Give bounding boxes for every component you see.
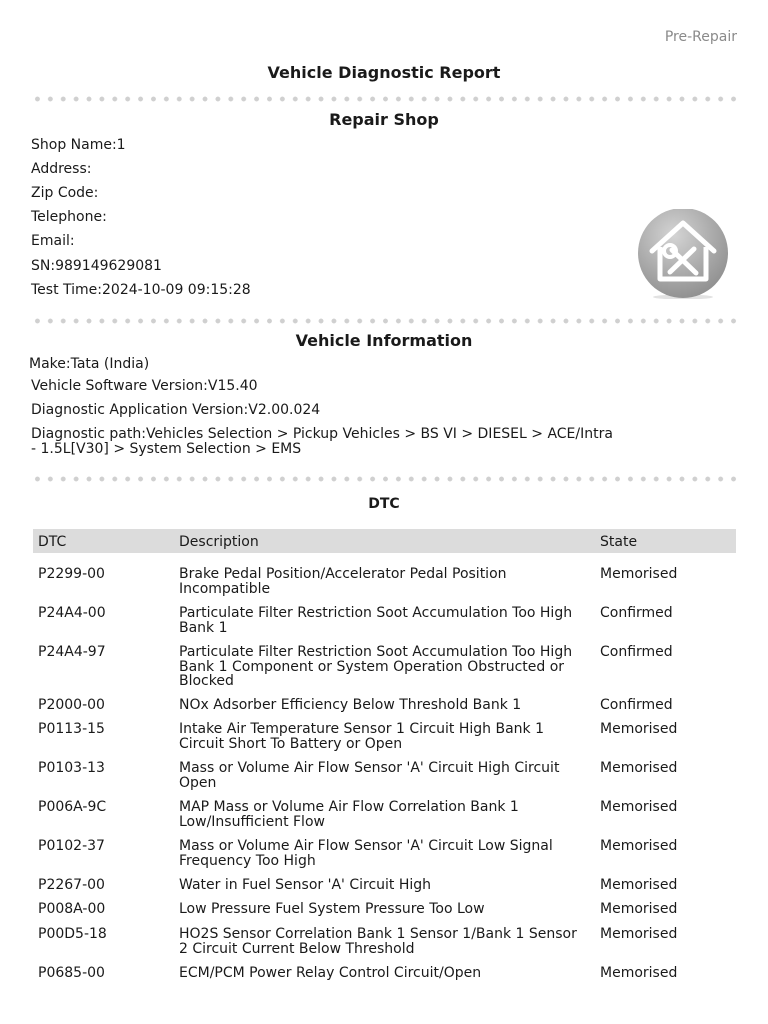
dtc-description: ECM/PCM Power Relay Control Circuit/Open — [179, 965, 482, 981]
dtc-description: MAP Mass or Volume Air Flow Correlation Bank 1 Low/Insufficient Flow — [179, 799, 519, 830]
dtc-heading: DTC — [368, 496, 400, 512]
report-status-tag: Pre-Repair — [664, 29, 737, 45]
dtc-code: P0103-13 — [38, 760, 105, 776]
dtc-code: P008A-00 — [38, 901, 106, 917]
dtc-description: Low Pressure Fuel System Pressure Too Low — [179, 901, 485, 917]
dotted-divider — [31, 96, 737, 102]
dotted-divider — [31, 476, 737, 482]
dtc-description: Mass or Volume Air Flow Sensor 'A' Circuit High Circuit Open — [179, 760, 560, 791]
vehicle-information-heading: Vehicle Information — [295, 331, 473, 350]
vehicle-make: Make:Tata (India) — [29, 356, 150, 372]
dtc-state: Memorised — [600, 965, 678, 981]
device-sn: SN:989149629081 — [31, 258, 162, 274]
dtc-code: P2299-00 — [38, 566, 105, 582]
dtc-state: Memorised — [600, 566, 678, 582]
dtc-state: Memorised — [600, 877, 678, 893]
report-title: Vehicle Diagnostic Report — [267, 63, 501, 82]
dtc-state: Memorised — [600, 901, 678, 917]
shop-telephone: Telephone: — [31, 209, 107, 225]
dtc-state: Memorised — [600, 838, 678, 854]
dtc-description: NOx Adsorber Efficiency Below Threshold Bank 1 — [179, 697, 522, 713]
dtc-state: Confirmed — [600, 644, 673, 660]
diagnostic-path: Diagnostic path:Vehicles Selection > Pickup Vehicles > BS VI > DIESEL > ACE/Intra - 1.5L[V30] > System Selection > EMS — [31, 426, 613, 457]
dtc-state: Memorised — [600, 760, 678, 776]
shop-address: Address: — [31, 161, 92, 177]
dtc-description: Mass or Volume Air Flow Sensor 'A' Circuit Low Signal Frequency Too High — [179, 838, 553, 869]
dtc-code: P2267-00 — [38, 877, 105, 893]
dtc-code: P006A-9C — [38, 799, 107, 815]
test-time: Test Time:2024-10-09 09:15:28 — [31, 282, 251, 298]
dtc-code: P0113-15 — [38, 721, 105, 737]
shop-zip: Zip Code: — [31, 185, 99, 201]
column-header-state: State — [600, 534, 638, 550]
dtc-code: P24A4-97 — [38, 644, 106, 660]
repair-shop-icon — [636, 209, 730, 299]
dtc-description: Particulate Filter Restriction Soot Accumulation Too High Bank 1 Component or System Operation Obstructed or Blocked — [179, 644, 573, 689]
dtc-state: Memorised — [600, 926, 678, 942]
shop-email: Email: — [31, 233, 75, 249]
dtc-description: Brake Pedal Position/Accelerator Pedal Position Incompatible — [179, 566, 507, 597]
dtc-code: P2000-00 — [38, 697, 105, 713]
dtc-state: Memorised — [600, 721, 678, 737]
dtc-code: P0685-00 — [38, 965, 105, 981]
repair-shop-heading: Repair Shop — [329, 110, 439, 129]
dtc-code: P00D5-18 — [38, 926, 107, 942]
dtc-description: Water in Fuel Sensor 'A' Circuit High — [179, 877, 432, 893]
dtc-state: Confirmed — [600, 697, 673, 713]
vehicle-software-version: Vehicle Software Version:V15.40 — [31, 378, 258, 394]
diagnostic-app-version: Diagnostic Application Version:V2.00.024 — [31, 402, 321, 418]
column-header-dtc: DTC — [38, 534, 67, 550]
dtc-description: Particulate Filter Restriction Soot Accumulation Too High Bank 1 — [179, 605, 573, 636]
dtc-description: Intake Air Temperature Sensor 1 Circuit High Bank 1 Circuit Short To Battery or Open — [179, 721, 545, 752]
dtc-description: HO2S Sensor Correlation Bank 1 Sensor 1/Bank 1 Sensor 2 Circuit Current Below Threshold — [179, 926, 577, 957]
dtc-code: P24A4-00 — [38, 605, 106, 621]
shop-name: Shop Name:1 — [31, 137, 126, 153]
column-header-description: Description — [179, 534, 259, 550]
dotted-divider — [31, 318, 737, 324]
dtc-table-header — [33, 529, 736, 553]
dtc-code: P0102-37 — [38, 838, 105, 854]
dtc-state: Confirmed — [600, 605, 673, 621]
dtc-state: Memorised — [600, 799, 678, 815]
